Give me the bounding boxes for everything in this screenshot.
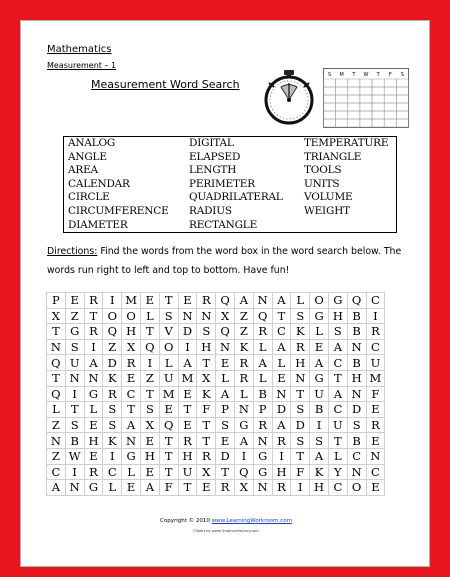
grid-cell[interactable]: B (347, 308, 366, 324)
grid-cell[interactable]: R (122, 355, 141, 371)
grid-cell[interactable]: R (291, 339, 310, 355)
grid-cell[interactable]: R (272, 480, 291, 496)
grid-cell[interactable]: C (272, 324, 291, 340)
grid-cell[interactable]: G (84, 480, 103, 496)
grid-cell[interactable]: F (366, 386, 385, 402)
grid-cell[interactable]: K (291, 324, 310, 340)
word-box-item: TEMPERATURE (304, 137, 389, 149)
grid-cell[interactable]: H (84, 433, 103, 449)
grid-cell[interactable]: C (347, 448, 366, 464)
directions-text (47, 242, 407, 280)
word-box-item: CIRCUMFERENCE (68, 204, 169, 217)
grid-cell[interactable]: L (122, 464, 141, 480)
grid-cell[interactable]: A (84, 355, 103, 371)
grid-cell[interactable]: A (140, 480, 159, 496)
grid-cell[interactable]: S (65, 417, 84, 433)
grid-cell[interactable]: U (65, 355, 84, 371)
grid-cell[interactable]: I (291, 480, 310, 496)
grid-cell[interactable]: U (159, 370, 178, 386)
word-box-item: CIRCLE (68, 191, 110, 204)
grid-cell[interactable]: X (47, 308, 66, 324)
grid-cell[interactable]: B (253, 386, 272, 402)
grid-cell[interactable]: X (216, 308, 235, 324)
grid-row (47, 464, 385, 480)
grid-cell[interactable]: R (216, 480, 235, 496)
grid-cell[interactable]: Z (47, 417, 66, 433)
grid-cell[interactable]: X (197, 464, 216, 480)
grid-cell[interactable]: E (84, 448, 103, 464)
grid-cell[interactable]: Q (140, 339, 159, 355)
grid-cell[interactable]: G (328, 293, 347, 309)
grid-cell[interactable]: C (366, 293, 385, 309)
grid-cell[interactable]: P (216, 402, 235, 418)
grid-cell[interactable]: C (328, 480, 347, 496)
copyright-line (21, 518, 431, 524)
grid-cell[interactable]: R (272, 433, 291, 449)
calendar-day-header: W (363, 72, 369, 78)
grid-cell[interactable]: Z (47, 448, 66, 464)
grid-cell[interactable]: E (216, 355, 235, 371)
grid-cell[interactable]: T (140, 324, 159, 340)
grid-cell[interactable]: S (328, 324, 347, 340)
page-title: Measurement Word Search (91, 78, 240, 91)
grid-cell[interactable]: I (65, 464, 84, 480)
grid-cell[interactable]: R (366, 324, 385, 340)
grid-cell[interactable]: A (310, 448, 329, 464)
grid-cell[interactable]: A (253, 355, 272, 371)
calendar-day-header: T (376, 72, 380, 78)
calendar-day-header: S (328, 72, 332, 78)
grid-cell[interactable]: U (178, 464, 197, 480)
learningworkroom-link[interactable]: www.LearningWorkroom.com (211, 518, 292, 524)
grid-cell[interactable]: S (103, 402, 122, 418)
grid-cell[interactable]: I (310, 417, 329, 433)
grid-cell[interactable]: A (47, 480, 66, 496)
stopwatch-icon (259, 69, 319, 125)
calendar-icon (323, 68, 409, 128)
grid-cell[interactable]: L (253, 370, 272, 386)
grid-cell[interactable]: G (122, 448, 141, 464)
grid-cell[interactable]: E (140, 464, 159, 480)
grid-cell[interactable]: L (272, 355, 291, 371)
grid-cell[interactable]: E (65, 293, 84, 309)
grid-cell[interactable]: Q (347, 293, 366, 309)
grid-cell[interactable]: T (328, 370, 347, 386)
clipart-credit: Clipart by www.GraphicsFactory.com (193, 529, 259, 533)
calendar-day-header: F (388, 72, 392, 78)
grid-cell[interactable]: T (84, 308, 103, 324)
grid-cell[interactable]: T (197, 433, 216, 449)
grid-cell[interactable]: I (272, 448, 291, 464)
grid-cell[interactable]: L (310, 324, 329, 340)
grid-cell[interactable]: K (234, 339, 253, 355)
grid-cell[interactable]: R (84, 293, 103, 309)
grid-row (47, 339, 385, 355)
grid-cell[interactable]: R (366, 417, 385, 433)
grid-cell[interactable]: L (159, 355, 178, 371)
grid-cell[interactable]: D (178, 324, 197, 340)
grid-cell[interactable]: K (197, 386, 216, 402)
grid-cell[interactable]: Q (216, 293, 235, 309)
grid-cell[interactable]: H (328, 308, 347, 324)
copyright-text: Copyright © 2010 (160, 518, 212, 524)
word-box-item: DIAMETER (68, 218, 128, 231)
grid-cell[interactable]: S (291, 402, 310, 418)
grid-cell[interactable]: C (366, 339, 385, 355)
grid-cell[interactable]: T (159, 293, 178, 309)
grid-cell[interactable]: S (103, 417, 122, 433)
grid-cell[interactable]: T (328, 433, 347, 449)
grid-cell[interactable]: A (272, 339, 291, 355)
grid-cell[interactable]: R (84, 464, 103, 480)
grid-cell[interactable]: T (291, 386, 310, 402)
grid-cell[interactable]: M (159, 386, 178, 402)
grid-cell[interactable]: B (347, 324, 366, 340)
word-box-item (304, 219, 400, 233)
grid-cell[interactable]: N (84, 370, 103, 386)
grid-cell[interactable]: N (47, 339, 66, 355)
grid-cell[interactable]: M (178, 370, 197, 386)
grid-cell[interactable]: P (253, 402, 272, 418)
grid-cell[interactable]: T (47, 324, 66, 340)
word-box-item: VOLUME (304, 191, 353, 204)
grid-cell[interactable]: L (103, 480, 122, 496)
grid-cell[interactable]: T (140, 386, 159, 402)
grid-cell[interactable]: Q (103, 324, 122, 340)
grid-cell[interactable]: I (103, 448, 122, 464)
grid-cell[interactable]: Z (103, 339, 122, 355)
grid-cell[interactable]: T (291, 448, 310, 464)
grid-cell[interactable]: T (65, 402, 84, 418)
calendar-day-header: S (400, 72, 404, 78)
grid-row (47, 433, 385, 449)
grid-cell[interactable]: A (272, 417, 291, 433)
grid-cell[interactable]: O (347, 480, 366, 496)
grid-cell[interactable]: O (310, 293, 329, 309)
grid-cell[interactable]: S (197, 324, 216, 340)
grid-cell[interactable]: A (328, 339, 347, 355)
word-box-item: ANGLE (68, 150, 107, 163)
grid-cell[interactable]: I (84, 339, 103, 355)
grid-cell[interactable]: S (140, 402, 159, 418)
grid-cell[interactable]: S (216, 417, 235, 433)
grid-cell[interactable]: E (122, 370, 141, 386)
grid-cell[interactable]: L (216, 370, 235, 386)
grid-cell[interactable]: A (310, 355, 329, 371)
grid-cell[interactable]: C (328, 402, 347, 418)
grid-cell[interactable]: C (328, 355, 347, 371)
grid-cell[interactable]: N (216, 339, 235, 355)
grid-cell[interactable]: T (159, 433, 178, 449)
grid-cell[interactable]: E (178, 386, 197, 402)
grid-cell[interactable]: R (197, 293, 216, 309)
grid-row (47, 417, 385, 433)
grid-row (47, 448, 385, 464)
grid-cell[interactable]: X (234, 480, 253, 496)
grid-cell[interactable]: N (347, 386, 366, 402)
grid-cell[interactable]: G (65, 324, 84, 340)
grid-row (47, 324, 385, 340)
grid-cell[interactable]: T (122, 402, 141, 418)
grid-cell[interactable]: Q (159, 417, 178, 433)
grid-cell[interactable]: F (197, 402, 216, 418)
grid-cell[interactable]: I (234, 448, 253, 464)
word-box-item: RECTANGLE (189, 218, 258, 231)
grid-cell[interactable]: H (272, 464, 291, 480)
grid-cell[interactable]: T (197, 417, 216, 433)
word-box-item: CALENDAR (68, 177, 130, 190)
grid-cell[interactable]: Z (65, 308, 84, 324)
grid-cell[interactable]: B (347, 355, 366, 371)
subject-heading: Mathematics (47, 44, 112, 55)
grid-cell[interactable]: B (347, 433, 366, 449)
grid-cell[interactable]: G (310, 370, 329, 386)
grid-cell[interactable]: V (159, 324, 178, 340)
word-box (63, 136, 397, 233)
grid-row (47, 386, 385, 402)
grid-cell[interactable]: G (234, 417, 253, 433)
grid-cell[interactable]: H (197, 339, 216, 355)
grid-cell[interactable]: R (234, 370, 253, 386)
grid-cell[interactable]: Z (234, 308, 253, 324)
grid-row (47, 355, 385, 371)
grid-cell[interactable]: N (253, 293, 272, 309)
grid-cell[interactable]: H (122, 324, 141, 340)
grid-cell[interactable]: E (84, 417, 103, 433)
grid-cell[interactable]: D (103, 355, 122, 371)
grid-cell[interactable]: R (253, 324, 272, 340)
word-box-item: DIGITAL (189, 137, 234, 149)
grid-cell[interactable]: N (65, 480, 84, 496)
grid-cell[interactable]: C (103, 464, 122, 480)
directions-label: Directions: (47, 246, 98, 257)
calendar-day-header: M (339, 72, 344, 78)
grid-cell[interactable]: N (47, 433, 66, 449)
grid-cell[interactable]: K (310, 464, 329, 480)
grid-cell[interactable]: E (366, 402, 385, 418)
grid-cell[interactable]: N (291, 370, 310, 386)
grid-cell[interactable]: Q (234, 464, 253, 480)
grid-cell[interactable]: L (291, 293, 310, 309)
grid-cell[interactable]: C (366, 464, 385, 480)
grid-cell[interactable]: E (122, 480, 141, 496)
grid-cell[interactable]: I (65, 386, 84, 402)
grid-cell[interactable]: L (328, 448, 347, 464)
grid-cell[interactable]: U (366, 355, 385, 371)
grid-cell[interactable]: R (178, 433, 197, 449)
grid-cell[interactable]: X (197, 370, 216, 386)
grid-cell[interactable]: T (272, 308, 291, 324)
grid-cell[interactable]: F (159, 480, 178, 496)
grid-cell[interactable]: B (65, 433, 84, 449)
grid-cell[interactable]: N (366, 448, 385, 464)
grid-cell[interactable]: U (310, 386, 329, 402)
grid-cell[interactable]: A (216, 386, 235, 402)
grid-cell[interactable]: T (159, 464, 178, 480)
grid-cell[interactable]: Z (140, 370, 159, 386)
grid-cell[interactable]: C (122, 386, 141, 402)
grid-cell[interactable]: N (272, 386, 291, 402)
worksheet-page (20, 20, 430, 567)
grid-cell[interactable]: I (366, 308, 385, 324)
grid-cell[interactable]: L (234, 386, 253, 402)
grid-cell[interactable]: S (159, 308, 178, 324)
grid-cell[interactable]: G (310, 308, 329, 324)
grid-cell[interactable]: R (84, 324, 103, 340)
grid-cell[interactable]: L (253, 339, 272, 355)
grid-cell[interactable]: N (253, 433, 272, 449)
grid-cell[interactable]: S (65, 339, 84, 355)
grid-cell[interactable]: N (253, 480, 272, 496)
grid-cell[interactable]: A (234, 433, 253, 449)
grid-cell[interactable]: R (253, 417, 272, 433)
grid-cell[interactable]: M (122, 293, 141, 309)
grid-cell[interactable]: B (310, 402, 329, 418)
grid-cell[interactable]: A (122, 417, 141, 433)
grid-cell[interactable]: T (197, 355, 216, 371)
grid-cell[interactable]: E (140, 433, 159, 449)
grid-cell[interactable]: E (272, 370, 291, 386)
grid-cell[interactable]: E (178, 293, 197, 309)
grid-cell[interactable]: I (178, 339, 197, 355)
grid-cell[interactable]: U (328, 417, 347, 433)
grid-cell[interactable]: T (178, 402, 197, 418)
grid-cell[interactable]: H (310, 480, 329, 496)
grid-cell[interactable]: E (216, 433, 235, 449)
grid-cell[interactable]: A (178, 355, 197, 371)
grid-cell[interactable]: R (103, 386, 122, 402)
grid-row (47, 308, 385, 324)
grid-cell[interactable]: R (197, 448, 216, 464)
grid-cell[interactable]: S (291, 308, 310, 324)
word-box-item: TOOLS (304, 164, 342, 177)
grid-cell[interactable]: N (347, 339, 366, 355)
grid-cell[interactable]: N (234, 402, 253, 418)
calendar-day-header: T (352, 72, 356, 78)
grid-cell[interactable]: E (366, 480, 385, 496)
grid-cell[interactable]: S (310, 433, 329, 449)
grid-cell[interactable]: M (366, 370, 385, 386)
grid-cell[interactable]: N (122, 433, 141, 449)
directions-body: Find the words from the word box in the word search below. The words run right to left and top to bottom. Have fun! (47, 246, 402, 276)
grid-cell[interactable]: H (347, 370, 366, 386)
word-box-item: PERIMETER (189, 177, 255, 190)
grid-cell[interactable]: Q (47, 386, 66, 402)
grid-cell[interactable]: T (47, 370, 66, 386)
grid-cell[interactable]: W (65, 448, 84, 464)
grid-cell[interactable]: C (47, 464, 66, 480)
grid-cell[interactable]: Q (216, 324, 235, 340)
grid-cell[interactable]: N (178, 308, 197, 324)
grid-cell[interactable]: G (253, 464, 272, 480)
grid-cell[interactable]: Q (253, 308, 272, 324)
grid-cell[interactable]: N (65, 370, 84, 386)
grid-cell[interactable]: T (216, 464, 235, 480)
grid-cell[interactable]: T (159, 448, 178, 464)
word-box-item: TRIANGLE (304, 150, 362, 163)
word-box-item: WEIGHT (304, 204, 350, 217)
grid-cell[interactable]: O (159, 339, 178, 355)
grid-cell[interactable]: N (347, 464, 366, 480)
grid-cell[interactable]: X (140, 417, 159, 433)
word-search-grid (46, 292, 385, 496)
grid-cell[interactable]: K (103, 433, 122, 449)
grid-cell[interactable]: L (84, 402, 103, 418)
grid-cell[interactable]: E (197, 480, 216, 496)
grid-cell[interactable]: E (310, 339, 329, 355)
grid-row (47, 370, 385, 386)
word-box-item: ELAPSED (189, 150, 241, 163)
grid-cell[interactable]: L (140, 308, 159, 324)
grid-cell[interactable]: P (47, 293, 66, 309)
grid-cell[interactable]: E (140, 293, 159, 309)
grid-cell[interactable]: S (347, 417, 366, 433)
word-box-item: QUADRILATERAL (189, 191, 283, 204)
grid-cell[interactable]: A (234, 293, 253, 309)
grid-cell[interactable]: H (291, 355, 310, 371)
grid-cell[interactable]: I (103, 293, 122, 309)
grid-cell[interactable]: H (140, 448, 159, 464)
grid-cell[interactable]: Q (47, 355, 66, 371)
grid-cell[interactable]: E (159, 402, 178, 418)
grid-cell[interactable]: A (272, 293, 291, 309)
grid-cell[interactable]: K (103, 370, 122, 386)
grid-cell[interactable]: F (291, 464, 310, 480)
grid-cell[interactable]: T (178, 480, 197, 496)
word-box-item: ANALOG (68, 137, 116, 149)
grid-cell[interactable]: D (272, 402, 291, 418)
grid-row (47, 402, 385, 418)
grid-row (47, 480, 385, 496)
grid-cell[interactable]: E (366, 433, 385, 449)
word-box-item: LENGTH (189, 164, 237, 177)
grid-cell[interactable]: N (197, 308, 216, 324)
grid-row (47, 293, 385, 309)
grid-cell[interactable]: O (122, 308, 141, 324)
grid-cell[interactable]: G (84, 386, 103, 402)
grid-cell[interactable]: D (291, 417, 310, 433)
word-box-item: AREA (68, 164, 98, 177)
grid-cell[interactable]: D (347, 402, 366, 418)
grid-cell[interactable]: S (291, 433, 310, 449)
grid-cell[interactable]: A (328, 386, 347, 402)
grid-cell[interactable]: L (47, 402, 66, 418)
grid-cell[interactable]: Y (328, 464, 347, 480)
grid-cell[interactable]: I (140, 355, 159, 371)
grid-cell[interactable]: R (234, 355, 253, 371)
grid-cell[interactable]: E (178, 417, 197, 433)
word-box-item: RADIUS (189, 204, 232, 217)
grid-cell[interactable]: D (216, 448, 235, 464)
word-box-item: UNITS (304, 177, 340, 190)
grid-cell[interactable]: Z (234, 324, 253, 340)
grid-cell[interactable]: H (178, 448, 197, 464)
unit-heading: Measurement – 1 (47, 61, 117, 70)
grid-cell[interactable]: X (122, 339, 141, 355)
grid-cell[interactable]: G (253, 448, 272, 464)
grid-cell[interactable]: O (103, 308, 122, 324)
